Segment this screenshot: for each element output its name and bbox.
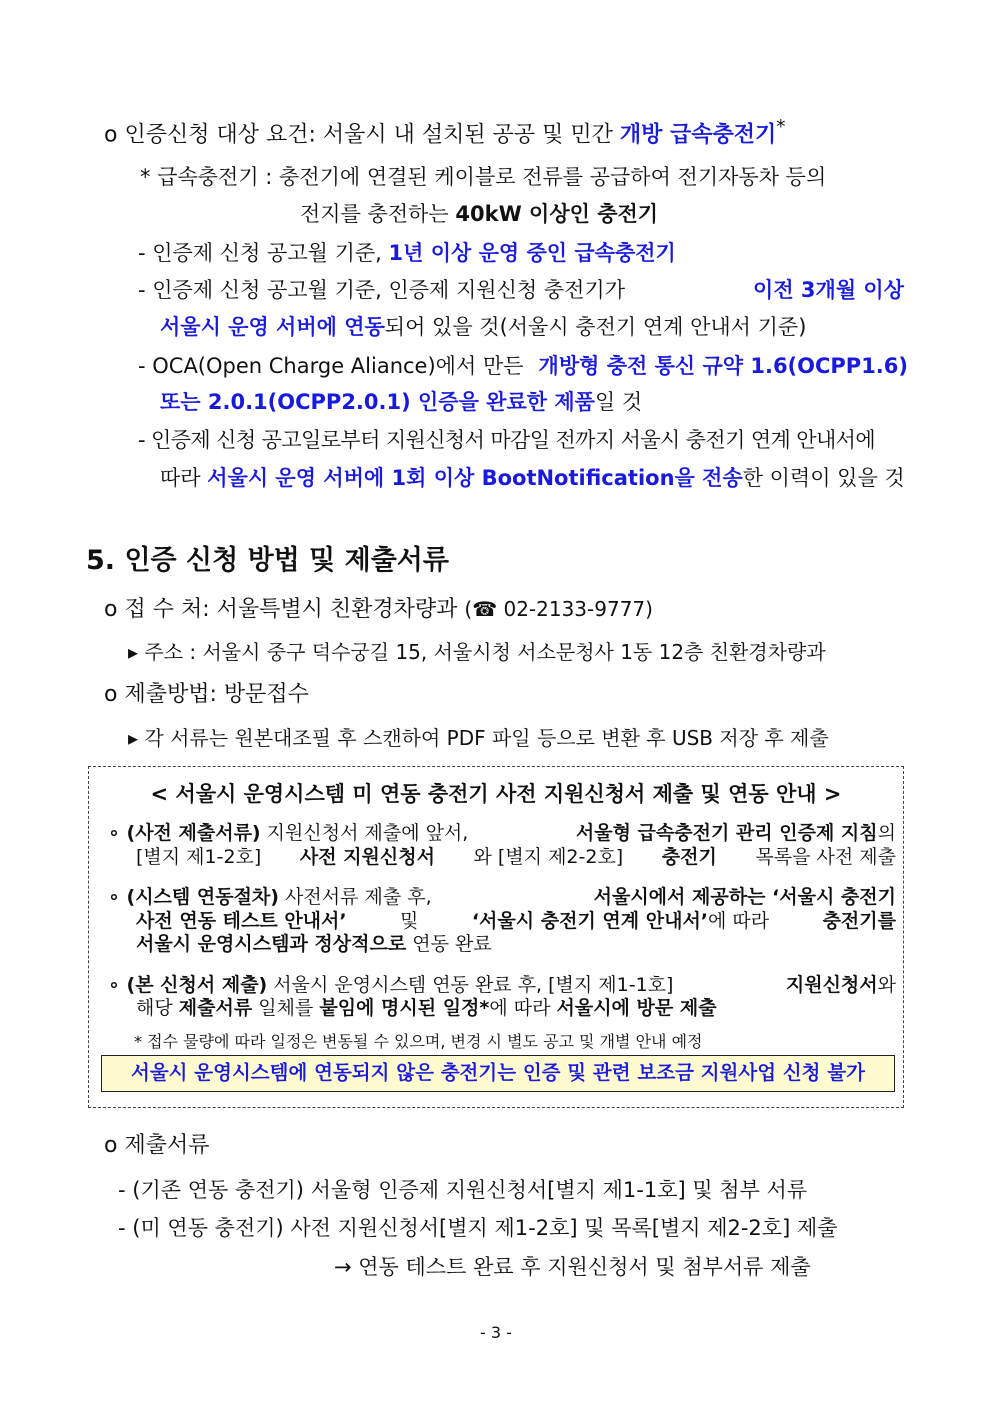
requirement-highlight: 이전 3개월 이상 xyxy=(753,278,904,302)
item-bold-text: 서울시 운영시스템과 정상적으로 xyxy=(136,933,407,955)
item-bold-text: 붙임에 명시된 일정* xyxy=(319,997,490,1019)
item-text: 와 [별지 제2-2호] xyxy=(473,846,624,868)
submission-method-bullet: o 제출방법: 방문접수 xyxy=(104,682,309,707)
item-text: 목록을 사전 제출 xyxy=(755,846,896,868)
reception-bullet: o 접 수 처: 서울특별시 친환경차량과 (☎ 02-2133-9777) xyxy=(104,597,653,622)
phone-icon: ☎ xyxy=(472,597,498,621)
requirement-text: - 인증제 신청 공고월 기준, xyxy=(138,241,382,265)
eligibility-label: o 인증신청 대상 요건: 서울시 내 설치된 공공 및 민간 xyxy=(104,122,613,148)
documents-item-2-followup: → 연동 테스트 완료 후 지원신청서 및 첨부서류 제출 xyxy=(334,1255,811,1279)
requirement-highlight: 서울시 운영 서버에 1회 이상 BootNotification을 전송 xyxy=(207,466,743,490)
item-label: ∘ (본 신청서 제출) xyxy=(108,974,268,996)
requirement-2-line2 xyxy=(160,311,806,341)
item-label: ∘ (시스템 연동절차) xyxy=(108,886,279,908)
item-text: 해당 xyxy=(136,997,173,1019)
reception-label: o 접 수 처: 서울특별시 친환경차량과 xyxy=(104,597,458,622)
eligibility-bullet xyxy=(104,117,785,148)
item-bold-text: 충전기 xyxy=(661,846,717,868)
requirement-3-line2 xyxy=(160,386,642,416)
requirement-text: - 인증제 신청 공고월 기준, 인증제 지원신청 충전기가 xyxy=(138,278,625,302)
item-bold-text: 충전기를 xyxy=(822,910,896,932)
notice-schedule-note: * 접수 물량에 따라 일정은 변동될 수 있으며, 변경 시 별도 공고 및 개별 안내 예정 xyxy=(134,1032,703,1051)
address-line: ▸ 주소 : 서울시 중구 덕수궁길 15, 서울시청 서소문청사 1동 12층 친환경차량과 xyxy=(128,640,826,664)
item-bold-text: 지원신청서 xyxy=(785,974,878,996)
item-bold-text: 사전 지원신청서 xyxy=(299,846,435,868)
requirement-highlight: 개방형 충전 통신 규약 1.6(OCPP1.6) xyxy=(538,354,908,378)
notice-item-2-line3 xyxy=(136,929,492,956)
documents-bullet: o 제출서류 xyxy=(104,1133,210,1158)
requirement-text: 되어 있을 것(서울시 충전기 연계 안내서 기준) xyxy=(384,315,807,339)
item-text: 에 따라 xyxy=(489,997,551,1019)
requirement-text: 따라 xyxy=(160,466,201,490)
requirement-highlight: 또는 2.0.1(OCPP2.0.1) 인증을 완료한 제품 xyxy=(160,390,595,414)
requirement-highlight: 서울시 운영 서버에 연동 xyxy=(160,315,385,339)
fast-charger-note-line2 xyxy=(300,198,658,228)
requirement-2-line1 xyxy=(138,274,904,304)
item-bold-text: 서울시에서 제공하는 ‘서울시 충전기 xyxy=(593,886,896,908)
item-label: ∘ (사전 제출서류) xyxy=(108,822,261,844)
item-text: 사전서류 제출 후, xyxy=(285,886,432,908)
requirement-1 xyxy=(138,237,676,267)
item-text: 일체를 xyxy=(258,997,314,1019)
item-bold-text: 서울시에 방문 제출 xyxy=(556,997,717,1019)
note-bold-text: 40kW 이상인 충전기 xyxy=(455,202,659,226)
item-bold-text: 서울형 급속충전기 관리 인증제 지침 xyxy=(575,822,878,844)
notice-item-1-line2 xyxy=(136,842,896,869)
requirement-highlight: 1년 이상 운영 중인 급속충전기 xyxy=(388,241,676,265)
item-text: [별지 제1-2호] xyxy=(136,846,262,868)
documents-item-2: - (미 연동 충전기) 사전 지원신청서[별지 제1-2호] 및 목록[별지 제2-2호] 제출 xyxy=(118,1216,838,1240)
requirement-3-line1 xyxy=(138,350,908,380)
requirement-text: 한 이력이 있을 것 xyxy=(742,466,905,490)
item-text: 서울시 운영시스템 연동 완료 후, [별지 제1-1호] xyxy=(273,974,674,996)
item-bold-text: 사전 연동 테스트 안내서’ xyxy=(136,910,347,932)
item-text: 지원신청서 제출에 앞서, xyxy=(266,822,469,844)
item-bold-text: ‘서울시 충전기 연계 안내서’ xyxy=(471,910,709,932)
section-5-title: 5. 인증 신청 방법 및 제출서류 xyxy=(86,545,449,576)
item-bold-text: 제출서류 xyxy=(178,997,253,1019)
requirement-4-line1: - 인증제 신청 공고일로부터 지원신청서 마감일 전까지 서울시 충전기 연계 안내서에 xyxy=(138,428,876,452)
footnote-marker: * xyxy=(776,117,786,138)
phone-number: 02-2133-9777 xyxy=(503,597,646,621)
notice-item-3-line2 xyxy=(136,993,717,1020)
item-text: 연동 완료 xyxy=(412,933,492,955)
note-text: 전지를 충전하는 xyxy=(300,202,449,226)
item-text: 와 xyxy=(877,974,896,996)
warning-banner: 서울시 운영시스템에 연동되지 않은 충전기는 인증 및 관련 보조금 지원사업 신청 불가 xyxy=(101,1055,895,1092)
requirement-text: 일 것 xyxy=(594,390,643,414)
requirement-text: - OCA(Open Charge Aliance)에서 만든 xyxy=(138,354,524,378)
notice-box-title: < 서울시 운영시스템 미 연동 충전기 사전 지원신청서 제출 및 연동 안내 > xyxy=(150,782,842,806)
notice-item-2-line1 xyxy=(108,882,896,909)
item-text: 에 따라 xyxy=(708,910,770,932)
submission-method-note: ▸ 각 서류는 원본대조필 후 스캔하여 PDF 파일 등으로 변환 후 USB 저장 후 제출 xyxy=(128,726,829,750)
documents-item-1: - (기존 연동 충전기) 서울형 인증제 지원신청서[별지 제1-1호] 및 첨부 서류 xyxy=(118,1178,808,1202)
requirement-4-line2 xyxy=(160,462,905,492)
item-text: 및 xyxy=(400,910,419,932)
fast-charger-note-line1: * 급속충전기 : 충전기에 연결된 케이블로 전류를 공급하여 전기자동차 등의 xyxy=(140,165,827,189)
notice-item-1-line1 xyxy=(108,818,896,845)
eligibility-highlight: 개방 급속충전기 xyxy=(619,122,777,148)
item-text: 의 xyxy=(877,822,896,844)
page-number: - 3 - xyxy=(480,1323,512,1342)
